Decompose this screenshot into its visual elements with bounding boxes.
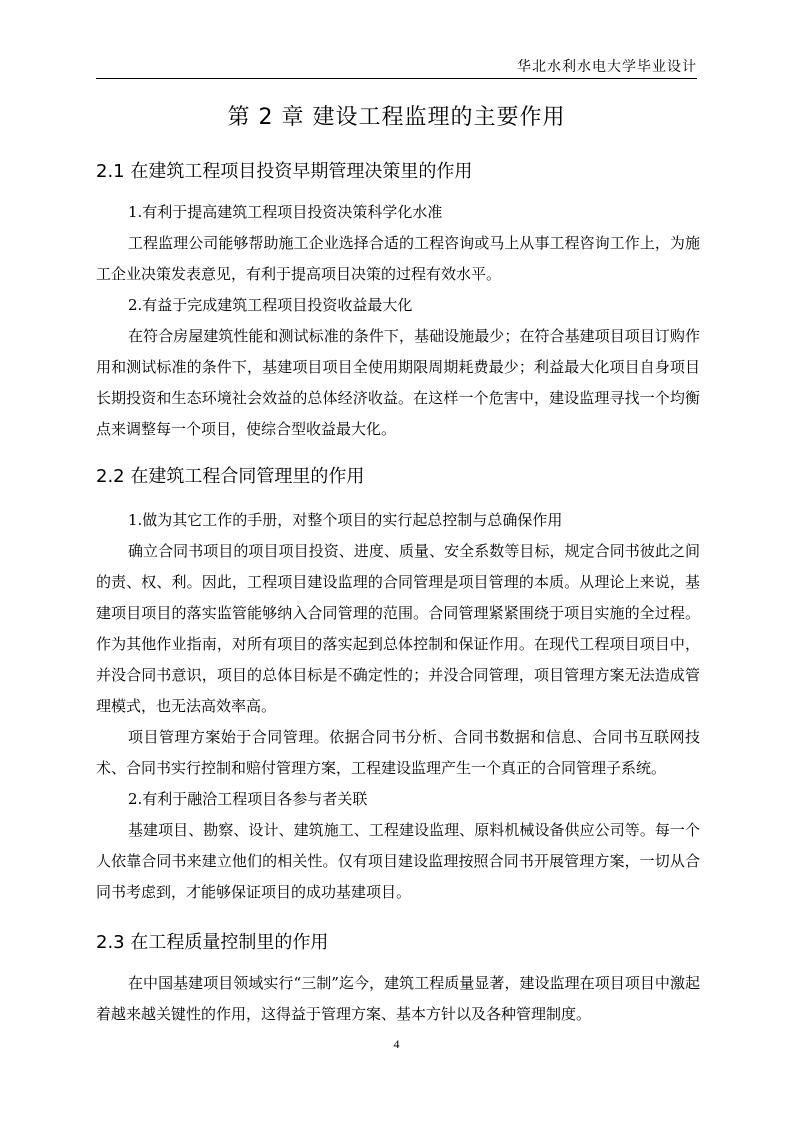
paragraph: 在符合房屋建筑性能和测试标准的条件下，基础设施最少；在符合基建项目项目订购作用和测试标准的条件下，基建项目项目全使用期限周期耗费最少；利益最大化项目自身项目长期投资和生态环境社会效益的总体经济收益。在这样一个危害中，建设监理寻找一个均衡点来调整每一个项目，使综合型收益最大化。 bbox=[96, 327, 700, 438]
paragraph: 确立合同书项目的项目项目投资、进度、质量、安全系数等目标，规定合同书彼此之间的责、权、利。因此，工程项目建设监理的合同管理是项目管理的本质。从理论上来说，基建项目项目的落实监管能够纳入合同管理的范围。合同管理紧紧围绕于项目实施的全过程。作为其他作业指南，对所有项目的落实起到总体控制和保证作用。在现代工程项目项目中，并没合同书意识，项目的总体目标是不确定性的；并没合同管理，项目管理方案无法造成管理模式，也无法高效率高。 bbox=[96, 542, 700, 715]
paragraph: 在中国基建项目领域实行“三制”迄今，建筑工程质量显著，建设监理在项目项目中激起着越来越关键性的作用，这得益于管理方案、基本方针以及各种管理制度。 bbox=[96, 974, 700, 1023]
paragraph: 1.有利于提高建筑工程项目投资决策科学化水准 bbox=[128, 203, 443, 221]
section-heading-2-1: 2.1 在建筑工程项目投资早期管理决策里的作用 bbox=[96, 161, 473, 182]
running-header: 华北水利水电大学毕业设计 bbox=[517, 59, 697, 75]
chapter-title: 第 2 章 建设工程监理的主要作用 bbox=[227, 105, 566, 130]
paragraph: 基建项目、勘察、设计、建筑施工、工程建设监理、原料机械设备供应公司等。每一个人依靠合同书来建立他们的相关性。仅有项目建设监理按照合同书开展管理方案，一切从合同书考虑到，才能够保证项目的成功基建项目。 bbox=[96, 821, 700, 901]
paragraph: 工程监理公司能够帮助施工企业选择合适的工程咨询或马上从事工程咨询工作上，为施工企业决策发表意见，有利于提高项目决策的过程有效水平。 bbox=[96, 234, 700, 283]
paragraph: 2.有益于完成建筑工程项目投资收益最大化 bbox=[128, 296, 413, 314]
header-divider bbox=[96, 78, 697, 79]
section-heading-2-2: 2.2 在建筑工程合同管理里的作用 bbox=[96, 466, 365, 487]
paragraph: 项目管理方案始于合同管理。依据合同书分析、合同书数据和信息、合同书互联网技术、合同书实行控制和赔付管理方案，工程建设监理产生一个真正的合同管理子系统。 bbox=[96, 728, 700, 777]
paragraph: 2.有利于融洽工程项目各参与者关联 bbox=[128, 790, 368, 808]
paragraph: 1.做为其它工作的手册，对整个项目的实行起总控制与总确保作用 bbox=[128, 511, 563, 529]
section-heading-2-3: 2.3 在工程质量控制里的作用 bbox=[96, 932, 329, 953]
page-number: 4 bbox=[393, 1037, 400, 1051]
